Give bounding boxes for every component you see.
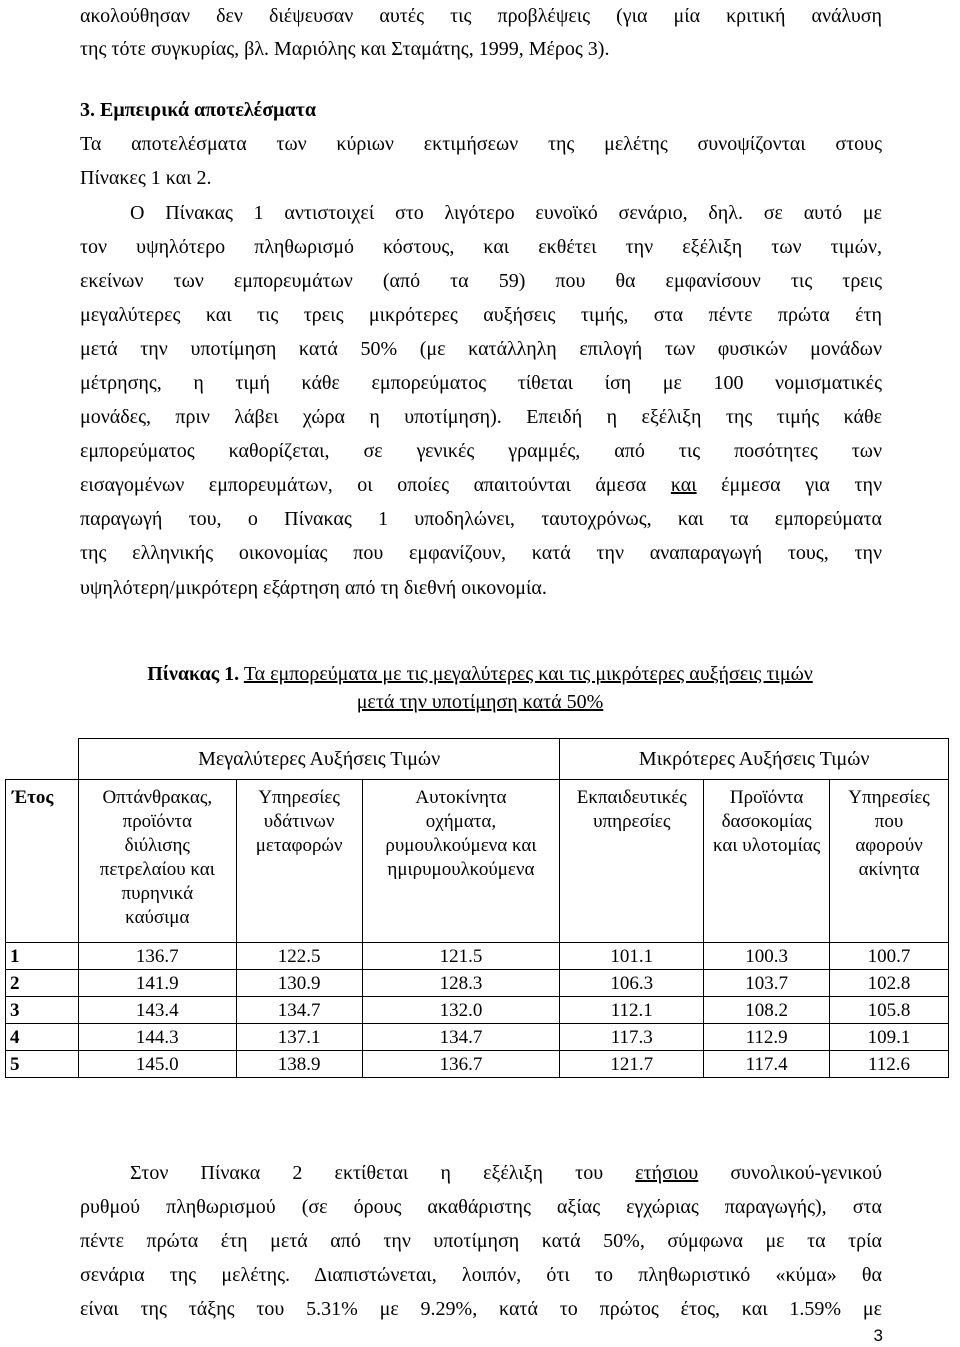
table-row xyxy=(6,943,949,970)
year-cell: 2 xyxy=(6,970,79,997)
header-text-line: και υλοτομίας xyxy=(713,835,821,856)
section-intro-line-1: Τα αποτελέσματα των κύριων εκτιμήσεων της μελέτης συνοψίζονται στους xyxy=(80,133,882,155)
group-header-smallest: Μικρότερες Αυξήσεις Τιμών xyxy=(560,739,949,780)
value-cell: 102.8 xyxy=(830,970,949,997)
value-cell: 134.7 xyxy=(236,997,362,1024)
table-row xyxy=(6,1051,949,1078)
text-run: εισαγομένων εμπορευμάτων, οι οποίες απαιτούνται άμεσα xyxy=(80,474,671,496)
header-text-line: υπηρεσίες xyxy=(593,811,671,832)
table-caption-label: Πίνακας 1. xyxy=(147,663,240,685)
header-text-line: πετρελαίου και xyxy=(99,859,215,880)
text-run: συνολικού-γενικού xyxy=(698,1162,882,1184)
value-cell: 121.7 xyxy=(560,1051,704,1078)
column-header xyxy=(560,780,704,943)
header-text-line: αφορούν xyxy=(855,835,923,856)
column-header xyxy=(362,780,560,943)
paragraph1-line: εκείνων των εμπορευμάτων (από τα 59) που θα εμφανίσουν τις τρεις xyxy=(80,270,882,292)
header-text-line: Προϊόντα xyxy=(729,787,804,808)
table-empty-corner xyxy=(6,739,79,780)
table-caption-title-2: μετά την υποτίμηση κατά 50% xyxy=(356,691,604,713)
value-cell: 112.1 xyxy=(560,997,704,1024)
table-row xyxy=(6,997,949,1024)
underlined-word: και xyxy=(670,474,697,496)
paragraph2-line: ρυθμού πληθωρισμού (σε όρους ακαθάριστης αξίας εγχώριας παραγωγής), στα xyxy=(80,1196,882,1218)
paragraph1-line: μέτρησης, η τιμή κάθε εμπορεύματος τίθεται ίση με 100 νομισματικές xyxy=(80,372,882,394)
text-run: έμμεσα για την xyxy=(696,474,882,496)
paragraph2-first-line xyxy=(130,1157,882,1190)
paragraph1-line: μονάδες, πριν λάβει χώρα η υποτίμηση). Επειδή η εξέλιξη της τιμής κάθε xyxy=(80,406,882,428)
paragraph1-line-with-underline xyxy=(80,469,882,502)
section-intro-line-2: Πίνακες 1 και 2. xyxy=(80,167,212,189)
value-cell: 117.3 xyxy=(560,1024,704,1051)
value-cell: 136.7 xyxy=(78,943,236,970)
year-column-header: Έτος xyxy=(6,780,79,943)
header-text-line: Οπτάνθρακας, xyxy=(102,787,213,808)
value-cell: 141.9 xyxy=(78,970,236,997)
year-cell: 5 xyxy=(6,1051,79,1078)
paragraph2-line: σενάρια της μελέτης. Διαπιστώνεται, λοιπόν, ότι το πληθωριστικό «κύμα» θα xyxy=(80,1264,882,1286)
value-cell: 132.0 xyxy=(362,997,560,1024)
header-text-line: Αυτοκίνητα xyxy=(415,787,507,808)
header-text-line: καύσιμα xyxy=(125,907,190,928)
header-text-line: που xyxy=(874,811,904,832)
value-cell: 103.7 xyxy=(704,970,830,997)
header-text-line: πυρηνικά xyxy=(121,883,194,904)
column-header xyxy=(236,780,362,943)
paragraph2-line: είναι της τάξης του 5.31% με 9.29%, κατά το πρώτος έτος, και 1.59% με xyxy=(80,1298,882,1320)
header-text-line: οχήματα, xyxy=(425,811,497,832)
value-cell: 143.4 xyxy=(78,997,236,1024)
page-number: 3 xyxy=(873,1326,883,1345)
column-header xyxy=(830,780,949,943)
paragraph1-line: της ελληνικής οικονομίας που εμφανίζουν, κατά την αναπαραγωγή τους, την xyxy=(80,542,882,564)
header-text-line: Υπηρεσίες xyxy=(258,787,340,808)
value-cell: 112.9 xyxy=(704,1024,830,1051)
paragraph2-line: πέντε πρώτα έτη μετά από την υποτίμηση κατά 50%, σύμφωνα με τα τρία xyxy=(80,1230,882,1252)
group-header-largest: Μεγαλύτερες Αυξήσεις Τιμών xyxy=(78,739,559,780)
value-cell: 137.1 xyxy=(236,1024,362,1051)
header-text-line: διύλισης xyxy=(124,835,190,856)
value-cell: 105.8 xyxy=(830,997,949,1024)
header-text-line: Εκπαιδευτικές xyxy=(576,787,687,808)
value-cell: 145.0 xyxy=(78,1051,236,1078)
table-caption-title: Τα εμπορεύματα με τις μεγαλύτερες και τις μικρότερες αυξήσεις τιμών xyxy=(243,663,813,685)
year-cell: 1 xyxy=(6,943,79,970)
intro-line-1: ακολούθησαν δεν διέψευσαν αυτές τις προβλέψεις (για μία κριτική ανάλυση xyxy=(80,5,882,27)
section-heading: 3. Εμπειρικά αποτελέσματα xyxy=(80,99,316,121)
value-cell: 130.9 xyxy=(236,970,362,997)
value-cell: 138.9 xyxy=(236,1051,362,1078)
header-text-line: ακίνητα xyxy=(858,859,920,880)
value-cell: 112.6 xyxy=(830,1051,949,1078)
header-text-line: μεταφορών xyxy=(255,835,343,856)
paragraph1-line: μετά την υποτίμηση κατά 50% (με κατάλληλη επιλογή των φυσικών μονάδων xyxy=(80,338,882,360)
table-column-header-row xyxy=(6,780,949,943)
value-cell: 134.7 xyxy=(362,1024,560,1051)
value-cell: 144.3 xyxy=(78,1024,236,1051)
paragraph1-first-line: Ο Πίνακας 1 αντιστοιχεί στο λιγότερο ευνοϊκό σενάριο, δηλ. σε αυτό με xyxy=(130,202,882,224)
text-run: Στον Πίνακα 2 εκτίθεται η εξέλιξη του xyxy=(130,1162,636,1184)
underlined-word: ετήσιου xyxy=(635,1162,699,1184)
paragraph1-line: παραγωγή του, ο Πίνακας 1 υποδηλώνει, ταυτοχρόνως, και τα εμπορεύματα xyxy=(80,508,882,530)
header-text-line: υδάτινων xyxy=(263,811,335,832)
value-cell: 117.4 xyxy=(704,1051,830,1078)
paragraph1-line: μεγαλύτερες και τις τρεις μικρότερες αυξήσεις τιμής, στα πέντε πρώτα έτη xyxy=(80,304,882,326)
header-text-line: Υπηρεσίες xyxy=(848,787,930,808)
year-cell: 4 xyxy=(6,1024,79,1051)
value-cell: 128.3 xyxy=(362,970,560,997)
value-cell: 121.5 xyxy=(362,943,560,970)
value-cell: 122.5 xyxy=(236,943,362,970)
paragraph1-last-line: υψηλότερη/μικρότερη εξάρτηση από τη διεθνή οικονομία. xyxy=(80,577,547,599)
value-cell: 109.1 xyxy=(830,1024,949,1051)
table-caption-line-2 xyxy=(0,688,960,716)
header-text-line: ημιρυμουλκούμενα xyxy=(387,859,535,880)
table-caption xyxy=(0,660,960,688)
header-text-line: ρυμουλκούμενα και xyxy=(385,835,537,856)
table-row xyxy=(6,1024,949,1051)
table-row xyxy=(6,970,949,997)
value-cell: 101.1 xyxy=(560,943,704,970)
value-cell: 106.3 xyxy=(560,970,704,997)
value-cell: 100.3 xyxy=(704,943,830,970)
intro-line-2: της τότε συγκυρίας, βλ. Μαριόλης και Σταμάτης, 1999, Μέρος 3). xyxy=(80,38,610,60)
price-increase-table xyxy=(5,738,949,1078)
table-group-header-row xyxy=(6,739,949,780)
value-cell: 108.2 xyxy=(704,997,830,1024)
paragraph1-line: εμπορεύματος καθορίζεται, σε γενικές γραμμές, από τις ποσότητες των xyxy=(80,440,882,462)
header-text-line: δασοκομίας xyxy=(721,811,812,832)
paragraph1-line: τον υψηλότερο πληθωρισμό κόστους, και εκθέτει την εξέλιξη των τιμών, xyxy=(80,236,882,258)
year-cell: 3 xyxy=(6,997,79,1024)
header-text-line: προϊόντα xyxy=(122,811,192,832)
value-cell: 136.7 xyxy=(362,1051,560,1078)
column-header xyxy=(704,780,830,943)
column-header xyxy=(78,780,236,943)
value-cell: 100.7 xyxy=(830,943,949,970)
